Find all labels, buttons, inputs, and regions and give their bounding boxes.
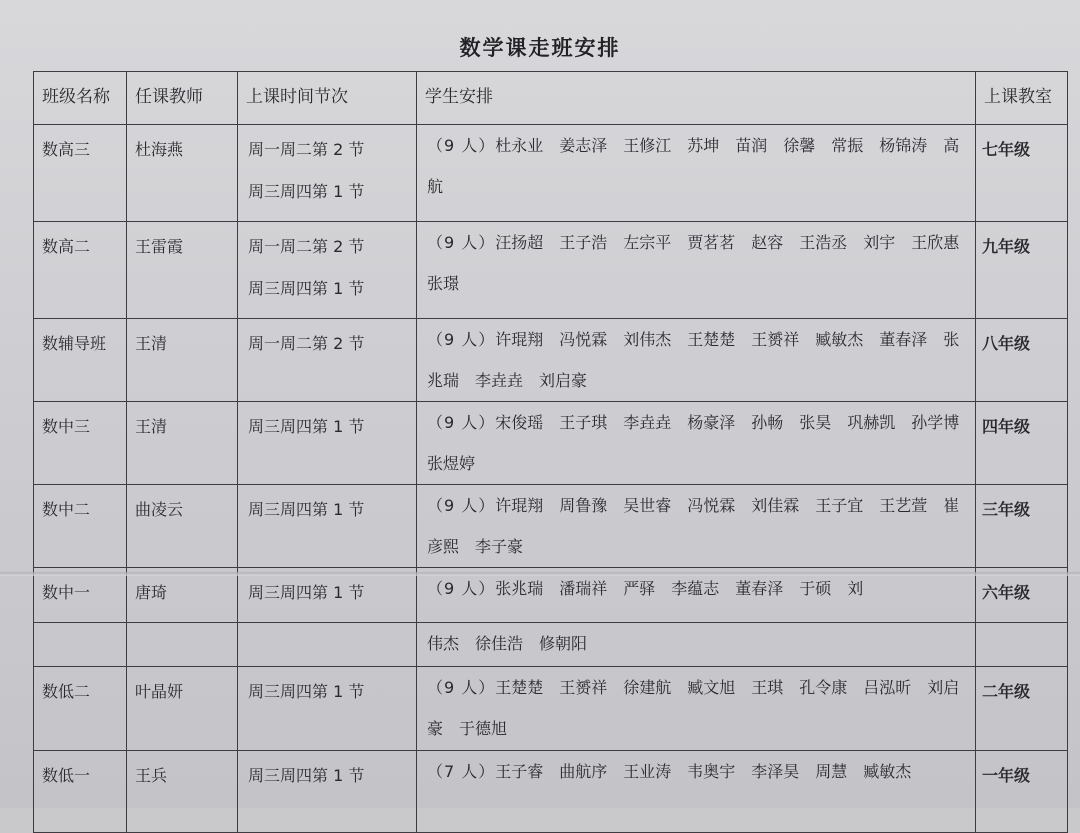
page-title: 数学课走班安排 [459, 36, 621, 60]
table-row [34, 402, 1068, 485]
time-cell [238, 751, 417, 833]
class-name-cell: 数辅导班 [34, 319, 127, 402]
paper-fold [0, 572, 1080, 576]
classroom-cell: 九年级 [976, 222, 1068, 319]
header-time: 上课时间节次 [238, 72, 417, 125]
time-cell [238, 125, 417, 222]
students-cell [417, 222, 976, 319]
student-names: 张兆瑞 潘瑞祥 严驿 李蕴志 董春泽 于硕 刘 [495, 579, 864, 598]
class-name-cell: 数中三 [34, 402, 127, 485]
student-names: 伟杰 徐佳浩 修朝阳 [427, 634, 588, 653]
time-slot: 周三周四第 1 节 [248, 417, 365, 436]
classroom-cell: 六年级 [976, 568, 1068, 623]
student-names: 许琨翔 冯悦霖 刘伟杰 王楚楚 王赟祥 臧敏杰 董春泽 张兆瑞 李垚垚 刘启豪 [427, 330, 960, 390]
students-cell [417, 623, 976, 667]
class-name-cell: 数低二 [34, 667, 127, 751]
time-slot: 周三周四第 1 节 [248, 182, 365, 201]
class-name-cell: 数高三 [34, 125, 127, 222]
time-slot: 周三周四第 1 节 [248, 500, 365, 519]
table-row [34, 667, 1068, 751]
teacher-cell: 王雷霞 [127, 222, 238, 319]
teacher-cell: 杜海燕 [127, 125, 238, 222]
classroom-cell: 二年级 [976, 667, 1068, 751]
time-slot: 周三周四第 1 节 [248, 682, 365, 701]
student-names: 许琨翔 周鲁豫 吴世睿 冯悦霖 刘佳霖 王子宜 王艺萱 崔彦熙 李子豪 [427, 496, 960, 556]
time-cell [238, 623, 417, 667]
classroom-cell: 八年级 [976, 319, 1068, 402]
student-names: 宋俊瑶 王子琪 李垚垚 杨豪泽 孙畅 张昊 巩赫凯 孙学博 张煜婷 [427, 413, 976, 473]
teacher-cell: 叶晶妍 [127, 667, 238, 751]
student-count: （9 人） [427, 330, 496, 349]
header-students: 学生安排 [417, 72, 976, 125]
time-cell [238, 667, 417, 751]
time-slot: 周三周四第 1 节 [248, 766, 365, 785]
student-count: （9 人） [427, 496, 496, 515]
class-name-cell: 数中二 [34, 485, 127, 568]
time-slot: 周三周四第 1 节 [248, 279, 365, 298]
time-cell [238, 485, 417, 568]
teacher-cell: 王清 [127, 319, 238, 402]
time-slot: 周三周四第 1 节 [248, 583, 365, 602]
students-cell [417, 751, 976, 833]
students-cell [417, 485, 976, 568]
classroom-cell: 一年级 [976, 751, 1068, 833]
teacher-cell: 唐琦 [127, 568, 238, 623]
classroom-cell: 七年级 [976, 125, 1068, 222]
class-name-cell: 数中一 [34, 568, 127, 623]
students-cell [417, 402, 976, 485]
header-room: 上课教室 [976, 72, 1068, 125]
student-count: （9 人） [427, 413, 496, 432]
class-name-cell: 数低一 [34, 751, 127, 833]
classroom-cell: 三年级 [976, 485, 1068, 568]
time-slot: 周一周二第 2 节 [248, 237, 365, 256]
class-name-cell: 数高二 [34, 222, 127, 319]
header-teacher: 任课教师 [127, 72, 238, 125]
time-cell [238, 402, 417, 485]
time-slot: 周一周二第 2 节 [248, 140, 365, 159]
table-body [34, 125, 1068, 833]
header-row [34, 72, 1068, 125]
time-cell [238, 319, 417, 402]
table-row [34, 623, 1068, 667]
table-row [34, 125, 1068, 222]
student-names: 汪扬超 王子浩 左宗平 贾茗茗 赵容 王浩丞 刘宇 王欣惠 张璟 [427, 233, 976, 293]
schedule-table [33, 71, 1068, 833]
student-count: （9 人） [427, 136, 496, 155]
student-names: 杜永业 姜志泽 王修江 苏坤 苗润 徐馨 常振 杨锦涛 高航 [427, 136, 960, 196]
classroom-cell: 四年级 [976, 402, 1068, 485]
table-row [34, 485, 1068, 568]
teacher-cell: 王清 [127, 402, 238, 485]
student-names: 王楚楚 王赟祥 徐建航 臧文旭 王琪 孔令康 吕泓昕 刘启豪 于德旭 [427, 678, 960, 738]
students-cell [417, 125, 976, 222]
teacher-cell: 曲凌云 [127, 485, 238, 568]
table-row [34, 222, 1068, 319]
table-row [34, 751, 1068, 833]
classroom-cell [976, 623, 1068, 667]
students-cell [417, 667, 976, 751]
student-count: （9 人） [427, 678, 496, 697]
student-names: 王子睿 曲航序 王业涛 韦奥宇 李泽昊 周慧 臧敏杰 [495, 762, 912, 781]
student-count: （9 人） [427, 579, 496, 598]
time-cell [238, 222, 417, 319]
teacher-cell: 王兵 [127, 751, 238, 833]
table-row [34, 319, 1068, 402]
class-name-cell [34, 623, 127, 667]
header-class: 班级名称 [34, 72, 127, 125]
time-slot: 周一周二第 2 节 [248, 334, 365, 353]
student-count: （7 人） [427, 762, 496, 781]
students-cell [417, 319, 976, 402]
teacher-cell [127, 623, 238, 667]
student-count: （9 人） [427, 233, 496, 252]
